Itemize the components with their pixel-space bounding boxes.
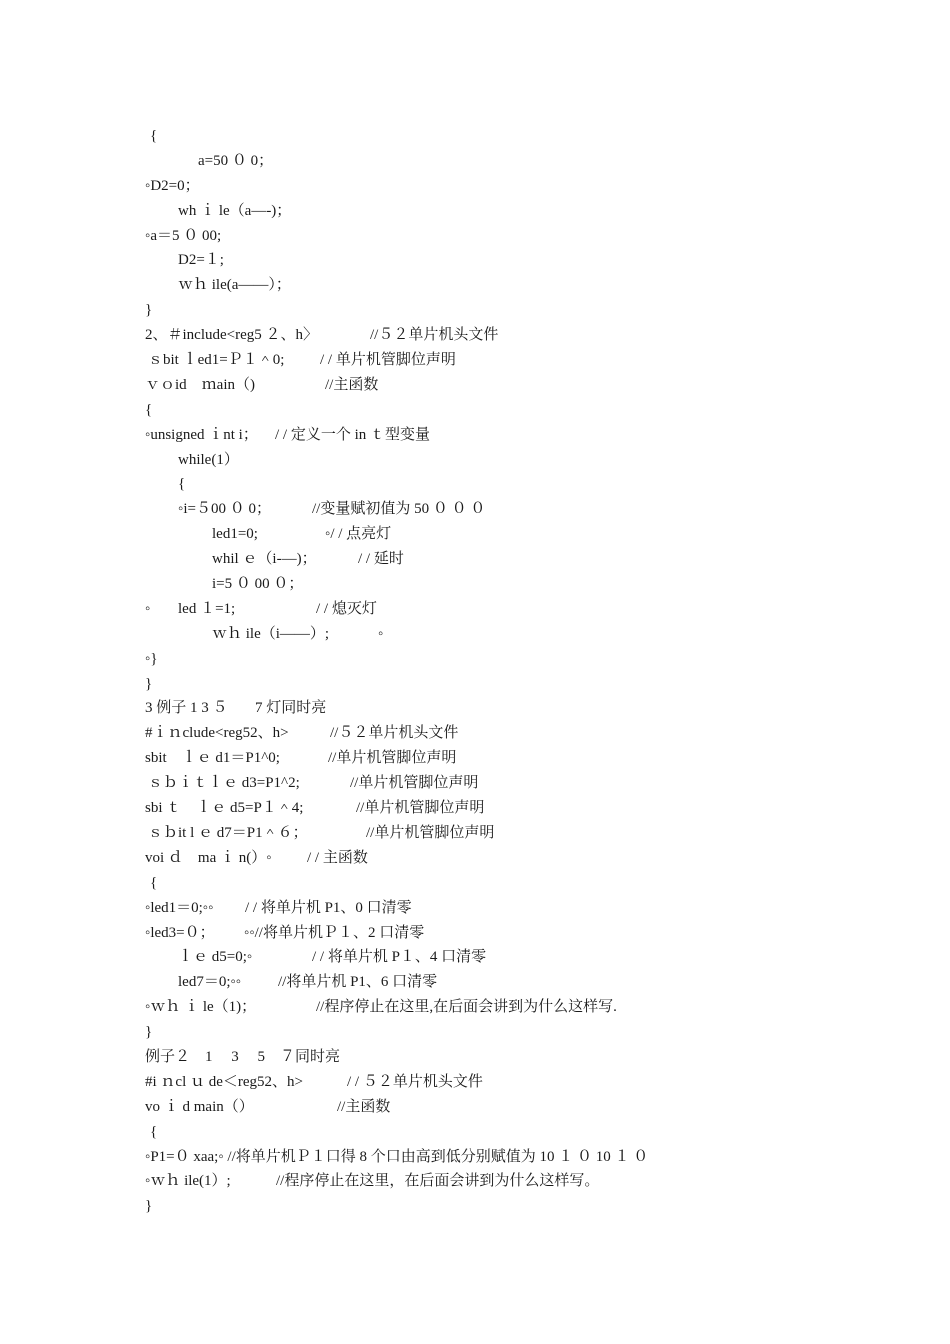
- code-listing: [0, 124, 950, 1219]
- code-text: #ｉｎclude<reg52、h>: [145, 725, 289, 742]
- code-comment: //单片机管脚位声明: [350, 775, 479, 792]
- code-comment: ◦/ / 点亮灯: [325, 526, 392, 543]
- code-text: D2=１;: [178, 252, 224, 269]
- document-line: [0, 448, 950, 473]
- code-text: }: [145, 1024, 153, 1041]
- code-comment: //单片机管脚位声明: [328, 750, 457, 767]
- document-line: [0, 522, 950, 547]
- document-line: [0, 1120, 950, 1145]
- code-text: {: [150, 1123, 158, 1140]
- document-line: [0, 622, 950, 647]
- code-text: ｓｂｉｔｌｅ d3=P1^2;: [148, 775, 300, 792]
- code-comment: / / ５２单片机头文件: [347, 1073, 483, 1090]
- document-line: [0, 945, 950, 970]
- code-text: led7＝0;◦◦: [178, 974, 242, 991]
- code-comment: //单片机管脚位声明: [356, 800, 485, 817]
- code-comment: //主函数: [337, 1098, 391, 1115]
- document-line: [0, 273, 950, 298]
- document-line: [0, 696, 950, 721]
- code-text: ◦unsigned ｉnt i；: [145, 426, 258, 443]
- code-text: wh ｉ le（a—-)；: [178, 202, 292, 219]
- code-text: ◦: [145, 600, 151, 617]
- document-line: [0, 398, 950, 423]
- code-text: ◦D2=0；: [145, 177, 200, 194]
- code-text: ｗｈ ile（i——）;: [212, 625, 330, 642]
- document-line: [0, 423, 950, 448]
- code-text: {: [178, 476, 186, 493]
- code-comment: //５２单片机头文件: [370, 327, 499, 344]
- document-line: [0, 896, 950, 921]
- document-line: [0, 1095, 950, 1120]
- document-line: [0, 796, 950, 821]
- document-line: [0, 746, 950, 771]
- code-text: vo ｉ d main（）: [145, 1098, 254, 1115]
- code-text: ｓbit ｌed1=Ｐ１＾0;: [148, 352, 285, 369]
- document-line: [0, 672, 950, 697]
- document-line: [0, 224, 950, 249]
- code-text: sbit ｌｅ d1＝P1^0;: [145, 750, 280, 767]
- code-text: ｖｏid ｍain（): [145, 376, 255, 393]
- code-text: {: [150, 874, 158, 891]
- code-text: #i ｎcl ｕ de＜reg52、h>: [145, 1073, 304, 1090]
- code-text: while(1）: [178, 451, 239, 468]
- code-comment: //程序停止在这里,在后面会讲到为什么这样写.: [316, 999, 617, 1016]
- code-comment: //５２单片机头文件: [330, 725, 459, 742]
- document-line: [0, 373, 950, 398]
- document-line: [0, 921, 950, 946]
- code-comment: / / 延时: [358, 551, 404, 568]
- document-line: [0, 149, 950, 174]
- code-comment: //将单片机 P1、6 口清零: [278, 974, 438, 991]
- document-line: [0, 995, 950, 1020]
- code-text: ｌｅ d5=0;◦: [178, 949, 253, 966]
- document-line: [0, 174, 950, 199]
- code-text: }: [145, 1198, 153, 1215]
- document-line: [0, 124, 950, 149]
- document-line: [0, 323, 950, 348]
- code-text: whil ｅ（i-—)；: [212, 551, 317, 568]
- document-line: [0, 1070, 950, 1095]
- document-line: [0, 199, 950, 224]
- code-text: ◦}: [145, 650, 158, 667]
- code-text: }: [145, 302, 153, 319]
- code-text: ◦i=５00 ０ 0；: [178, 501, 271, 518]
- code-text: 3 例子 1 3 ５: [145, 700, 228, 717]
- document-line: [0, 298, 950, 323]
- code-comment: //变量赋初值为 50 ０ ０ ０: [312, 501, 486, 518]
- code-text: ◦led3=０；: [145, 924, 215, 941]
- document-line: [0, 1145, 950, 1170]
- code-text: ◦ｗｈ ile(1）;: [145, 1173, 231, 1190]
- document-line: [0, 597, 950, 622]
- code-comment: / / 主函数: [307, 849, 368, 866]
- code-text: ｓｂit l ｅ d7＝P1＾６；: [148, 824, 308, 841]
- document-line: [0, 647, 950, 672]
- document-line: [0, 1194, 950, 1219]
- document-line: [0, 248, 950, 273]
- document-line: [0, 771, 950, 796]
- code-comment: / / 将单片机 P1、0 口清零: [245, 899, 412, 916]
- document-line: [0, 547, 950, 572]
- code-text: led1=0;: [212, 526, 258, 543]
- document-line: [0, 846, 950, 871]
- code-comment: / / 定义一个 in ｔ型变量: [275, 426, 431, 443]
- code-text: ｗｈ ile(a——）；: [178, 277, 291, 294]
- code-comment: led １=1;: [178, 600, 236, 617]
- code-text: 2、＃include<reg5 ２、h〉: [145, 327, 319, 344]
- code-text: 例子２ 1 3 5 ７同时亮: [145, 1048, 341, 1065]
- document-line: [0, 871, 950, 896]
- document-line: [0, 1045, 950, 1070]
- code-comment: ◦◦//将单片机Ｐ１、2 口清零: [244, 924, 425, 941]
- code-comment: //程序停止在这里，在后面会讲到为什么这样写。: [276, 1173, 600, 1190]
- document-line: [0, 970, 950, 995]
- document-line: [0, 1169, 950, 1194]
- document-line: [0, 497, 950, 522]
- code-text: }: [145, 675, 153, 692]
- code-text: voi ｄ ma ｉ n(）◦: [145, 849, 272, 866]
- document-line: [0, 721, 950, 746]
- code-text: i=5 ０ 00 ０；: [212, 576, 304, 593]
- code-comment: //主函数: [325, 376, 379, 393]
- code-text: sbi ｔ ｌｅ d5=P１＾4;: [145, 800, 304, 817]
- code-comment: / / 熄灭灯: [316, 600, 377, 617]
- code-text: a=50 ０ 0；: [198, 152, 274, 169]
- code-text: {: [145, 401, 153, 418]
- code-comment: / / 单片机管脚位声明: [320, 352, 456, 369]
- code-text: ◦ｗｈ ｉ le（1)；: [145, 999, 257, 1016]
- code-comment: 7 灯同时亮: [255, 700, 327, 717]
- code-text: ◦P1=０ xaa;◦ //将单片机Ｐ１口得 8 个口由高到低分别赋值为 10 １ ０ 10 １ ０: [145, 1148, 649, 1165]
- document-line: [0, 348, 950, 373]
- document-line: [0, 472, 950, 497]
- code-text: {: [150, 128, 158, 144]
- code-comment: ◦: [378, 625, 384, 642]
- code-text: ◦a＝5 ０ 00;: [145, 227, 222, 244]
- document-line: [0, 1020, 950, 1045]
- code-comment: / / 将单片机 P１、4 口清零: [312, 949, 487, 966]
- code-comment: //单片机管脚位声明: [366, 824, 495, 841]
- code-text: ◦led1＝0;◦◦: [145, 899, 214, 916]
- document-line: [0, 572, 950, 597]
- document-line: [0, 821, 950, 846]
